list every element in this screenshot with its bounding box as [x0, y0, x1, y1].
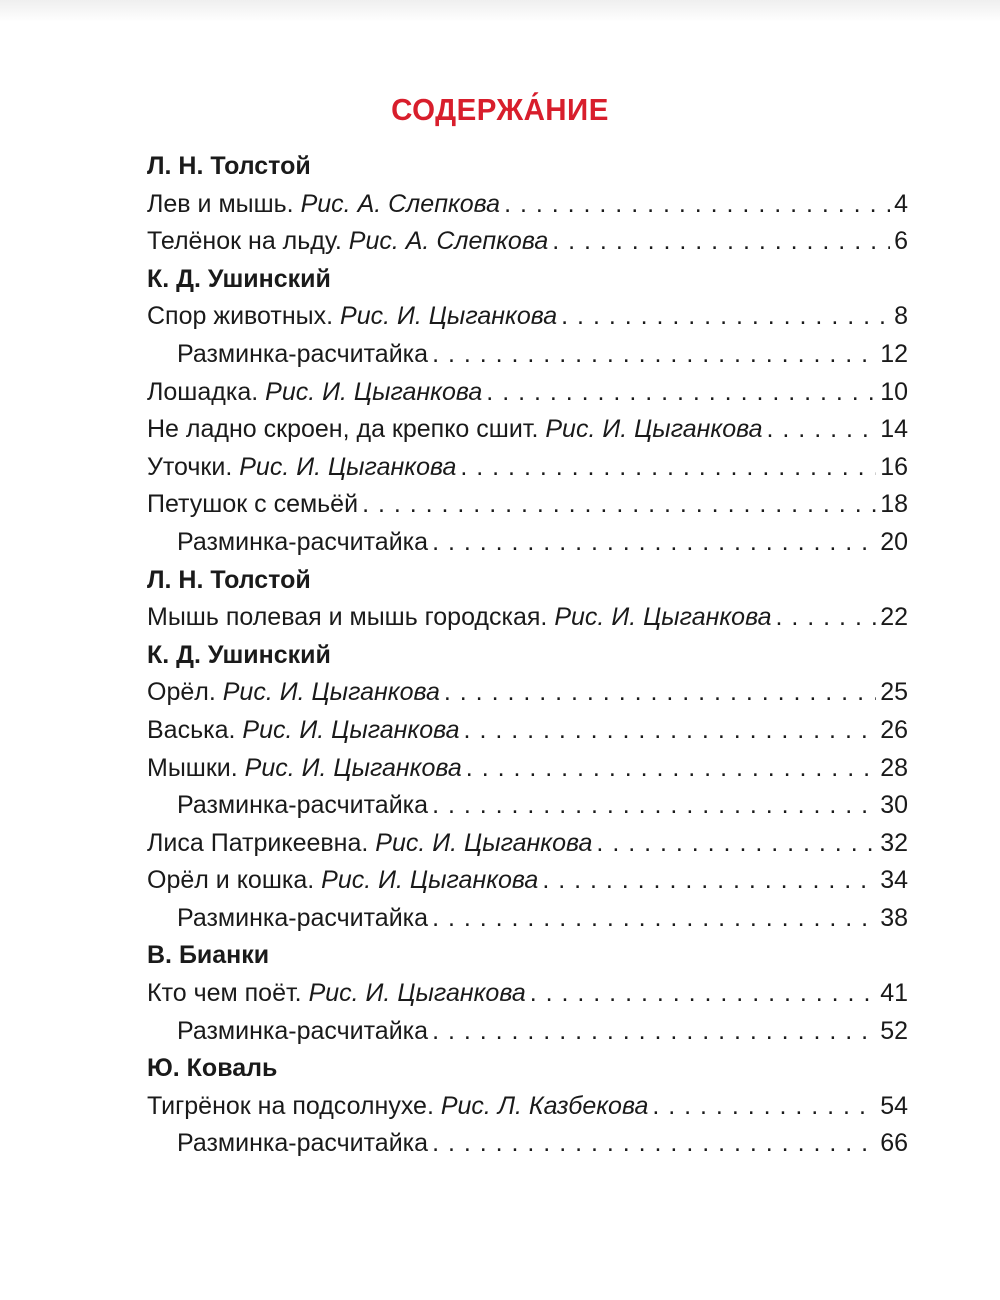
entry-illustrator: Рис. И. Цыганкова	[340, 302, 558, 331]
dot-leader	[552, 223, 890, 261]
page-number: 8	[894, 302, 908, 331]
author-heading	[147, 148, 908, 186]
toc-entry[interactable]	[147, 1088, 908, 1126]
toc-entry[interactable]	[147, 1013, 908, 1051]
page-number: 41	[880, 979, 908, 1008]
entry-illustrator: Рис. И. Цыганкова	[308, 979, 526, 1008]
page-number: 38	[880, 903, 908, 932]
toc-entry[interactable]	[147, 900, 908, 938]
entry-title: Васька.	[147, 715, 236, 744]
page-number: 10	[880, 377, 908, 406]
page-number: 34	[880, 866, 908, 895]
toc-entry[interactable]	[147, 975, 908, 1013]
entry-illustrator: Рис. И. Цыганкова	[242, 715, 460, 744]
dot-leader	[432, 336, 876, 374]
dot-leader	[596, 825, 876, 863]
author-heading	[147, 562, 908, 600]
entry-illustrator: Рис. И. Цыганкова	[265, 377, 483, 406]
entry-title: Петушок с семьёй	[147, 490, 359, 519]
author-name: К. Д. Ушинский	[147, 640, 331, 669]
entry-illustrator: Рис. И. Цыганкова	[244, 753, 462, 782]
dot-leader	[530, 975, 876, 1013]
toc-entry[interactable]	[147, 712, 908, 750]
entry-title: Не ладно скроен, да крепко сшит.	[147, 415, 539, 444]
dot-leader	[652, 1088, 876, 1126]
entry-title: Спор животных.	[147, 302, 334, 331]
author-name: К. Д. Ушинский	[147, 264, 331, 293]
dot-leader	[561, 298, 890, 336]
entry-illustrator: Рис. Л. Казбекова	[440, 1091, 649, 1120]
entry-title: Орёл и кошка.	[147, 866, 315, 895]
entry-illustrator: Рис. А. Слепкова	[348, 227, 549, 256]
dot-leader	[460, 449, 876, 487]
dot-leader	[542, 862, 876, 900]
entry-title: Телёнок на льду.	[147, 227, 342, 256]
dot-leader	[775, 599, 876, 637]
entry-illustrator: Рис. И. Цыганкова	[375, 828, 593, 857]
toc-entry[interactable]	[147, 862, 908, 900]
toc-entry[interactable]	[147, 374, 908, 412]
entry-title: Разминка-расчитайка	[177, 903, 429, 932]
entry-title: Лев и мышь.	[147, 189, 294, 218]
entry-title: Лошадка.	[147, 377, 259, 406]
dot-leader	[432, 524, 876, 562]
toc-entry[interactable]	[147, 336, 908, 374]
author-name: Ю. Коваль	[147, 1054, 278, 1083]
entry-illustrator: Рис. И. Цыганкова	[222, 678, 440, 707]
entry-title: Тигрёнок на подсолнухе.	[147, 1091, 434, 1120]
page-number: 18	[880, 490, 908, 519]
toc-entry[interactable]	[147, 186, 908, 224]
toc-entry[interactable]	[147, 449, 908, 487]
entry-title: Лиса Патрикеевна.	[147, 828, 369, 857]
entry-title: Кто чем поёт.	[147, 979, 302, 1008]
dot-leader	[444, 674, 876, 712]
page-title: СОДЕРЖА́НИЕ	[391, 92, 609, 127]
toc-entry[interactable]	[147, 750, 908, 788]
toc-entry[interactable]	[147, 298, 908, 336]
entry-title: Уточки.	[147, 452, 233, 481]
page-number: 26	[880, 715, 908, 744]
author-heading	[147, 1050, 908, 1088]
author-heading	[147, 637, 908, 675]
page-number: 12	[880, 339, 908, 368]
entry-illustrator: Рис. И. Цыганкова	[545, 415, 763, 444]
dot-leader	[432, 787, 876, 825]
entry-title: Разминка-расчитайка	[177, 791, 429, 820]
page-top-shadow	[0, 0, 1000, 22]
page-number: 66	[880, 1129, 908, 1158]
author-heading	[147, 261, 908, 299]
table-of-contents	[147, 148, 908, 1163]
page-number: 25	[880, 678, 908, 707]
page-number: 52	[880, 1016, 908, 1045]
author-name: В. Бианки	[147, 941, 270, 970]
toc-entry[interactable]	[147, 411, 908, 449]
toc-entry[interactable]	[147, 599, 908, 637]
entry-title: Разминка-расчитайка	[177, 339, 429, 368]
entry-title: Мышки.	[147, 753, 238, 782]
dot-leader	[466, 750, 876, 788]
entry-title: Орёл.	[147, 678, 216, 707]
author-name: Л. Н. Толстой	[147, 565, 311, 594]
page-number: 20	[880, 527, 908, 556]
entry-title: Разминка-расчитайка	[177, 1016, 429, 1045]
page-number: 28	[880, 753, 908, 782]
page-number: 6	[894, 227, 908, 256]
toc-entry[interactable]	[147, 1125, 908, 1163]
page-number: 22	[880, 603, 908, 632]
toc-entry[interactable]	[147, 524, 908, 562]
entry-illustrator: Рис. И. Цыганкова	[554, 603, 772, 632]
author-heading	[147, 937, 908, 975]
page-number: 4	[894, 189, 908, 218]
entry-illustrator: Рис. И. Цыганкова	[239, 452, 457, 481]
toc-entry[interactable]	[147, 825, 908, 863]
page-number: 30	[880, 791, 908, 820]
author-name: Л. Н. Толстой	[147, 152, 311, 180]
toc-entry[interactable]	[147, 486, 908, 524]
dot-leader	[432, 1125, 876, 1163]
toc-entry[interactable]	[147, 787, 908, 825]
entry-illustrator: Рис. А. Слепкова	[300, 189, 501, 218]
toc-entry[interactable]	[147, 674, 908, 712]
toc-entry[interactable]	[147, 223, 908, 261]
page-number: 16	[880, 452, 908, 481]
entry-title: Разминка-расчитайка	[177, 527, 429, 556]
dot-leader	[432, 900, 876, 938]
dot-leader	[464, 712, 877, 750]
entry-illustrator: Рис. И. Цыганкова	[321, 866, 539, 895]
dot-leader	[504, 186, 890, 224]
page-number: 14	[880, 415, 908, 444]
dot-leader	[767, 411, 877, 449]
dot-leader	[432, 1013, 876, 1051]
page-number: 32	[880, 828, 908, 857]
dot-leader	[362, 486, 876, 524]
dot-leader	[486, 374, 876, 412]
page-number: 54	[880, 1091, 908, 1120]
entry-title: Разминка-расчитайка	[177, 1129, 429, 1158]
entry-title: Мышь полевая и мышь городская.	[147, 603, 548, 632]
